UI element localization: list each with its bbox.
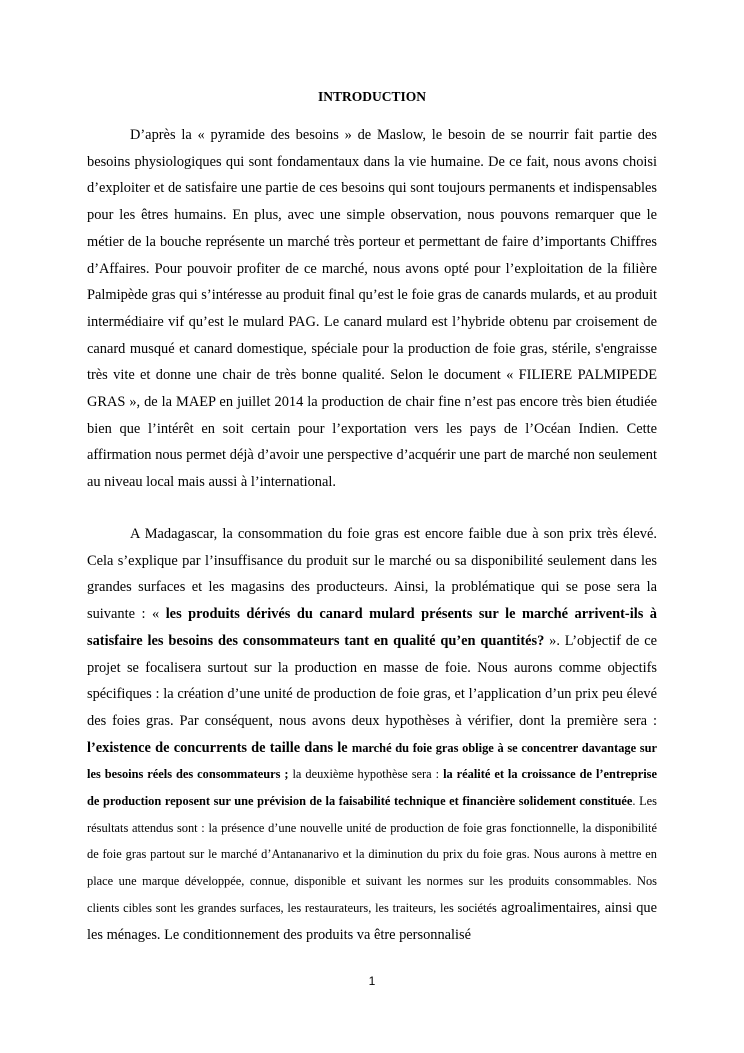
paragraph-text: A Madagascar, la consommation du foie gras est encore faible due à son prix très élevé. Cela s’explique par l’insuffisance du produit sur le marché ou sa disponibilité seulement dans les grandes surfaces et les magasins des producteurs. Ainsi, la problématique qui se pose sera la suivante : «	[87, 526, 657, 623]
hypothesis-one: l’existence de concurrents de taille dans le	[87, 739, 352, 756]
problem-statement: les produits dérivés du canard mulard présents sur le marché arrivent-ils à satisfaire les besoins des consommateurs tant en qualité qu’en quantités?	[87, 606, 657, 649]
hypothesis-two: la réalité et la croissance de l’entreprise de production reposent sur une prévision de la faisabilité technique et financière solidement constituée	[87, 767, 657, 809]
page-number: 1	[368, 974, 376, 988]
hypothesis-one-continued: marché du foie gras oblige à se concentrer davantage sur les besoins réels des consommateurs ;	[87, 740, 657, 782]
paragraph-madagascar	[87, 521, 657, 948]
paragraph-text: ». L’objectif de ce projet se focalisera surtout sur la production en masse de foie. Nous aurons comme objectifs spécifiques : la création d’une unité de production de foie gras, et l’application d’un prix peu élevé des foies gras. Par conséquent, nous avons deux hypothèses à vérifier, dont la première sera :	[87, 632, 657, 729]
paragraph-text: la deuxième hypothèse sera :	[288, 767, 444, 782]
expected-results-text: . Les résultats attendus sont : la présence d’une nouvelle unité de production de foie gras fonctionnelle, la disponibilité de foie gras partout sur le marché d’Antananarivo et la diminution du prix du foie gras. Nous aurons à mettre en place une marque développée, connue, disponible et suivant les normes sur les produits consommables. Nos clients cibles sont les grandes surfaces, les restaurateurs, les traiteurs, les sociétés	[87, 794, 657, 915]
small-text-block	[87, 741, 657, 915]
paragraph-maslow: D’après la « pyramide des besoins » de Maslow, le besoin de se nourrir fait partie des besoins physiologiques qui sont fondamentaux dans la vie humaine. De ce fait, nous avons choisi d’exploiter et de satisfaire une partie de ces besoins qui sont toujours permanents et indispensables pour les êtres humains. En plus, avec une simple observation, nous pouvons remarquer que le métier de la bouche représente un marché très porteur et permettant de faire d’importants Chiffres d’Affaires. Pour pouvoir profiter de ce marché, nous avons opté pour l’exploitation de la filière Palmipède gras qui s’intéresse au produit final qu’est le foie gras de canards mulards, et au produit intermédiaire vif qu’est le mulard PAG. Le canard mulard est l’hybride obtenu par croisement de canard musqué et canard domestique, spéciale pour la production de foie gras, stérile, s'engraisse très vite et donne une chair de très bonne qualité. Selon le document « FILIERE PALMIPEDE GRAS », de la MAEP en juillet 2014 la production de chair fine n’est pas encore très bien étudiée bien que l’intérêt en soit certain pour l’exportation vers les pays de l’Océan Indien. Cette affirmation nous permet déjà d’avoir une perspective d’acquérir une part de marché non seulement au niveau local mais aussi à l’international.	[87, 127, 657, 491]
paragraph-text: agroalimentaires, ainsi que les ménages. Le conditionnement des produits va être personnalisé	[87, 899, 657, 943]
section-title: INTRODUCTION	[317, 89, 426, 104]
